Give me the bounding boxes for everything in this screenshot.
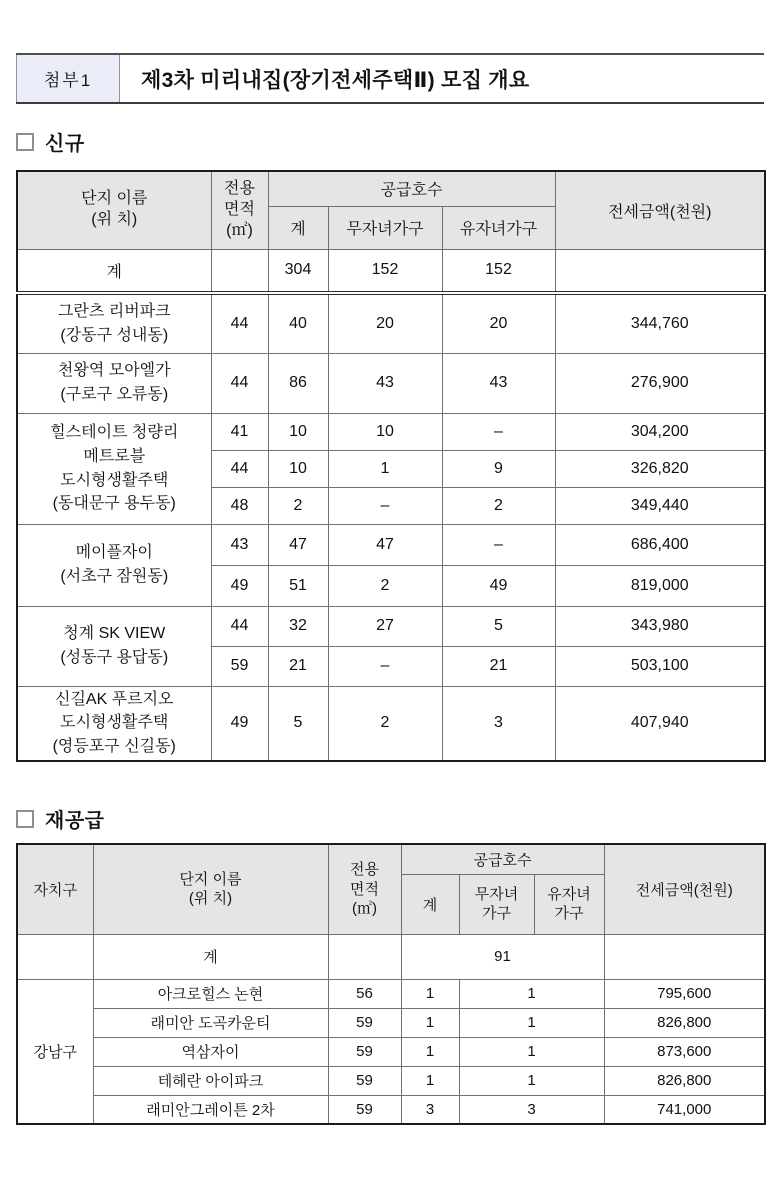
area-cell: 59 [328,1008,401,1037]
area-header-line-1: 전용 [224,180,255,198]
complex-name-cell [17,606,211,686]
new-table-row [17,686,765,761]
complex-name-cell [17,293,211,353]
complex-name-cell [17,413,211,524]
new-table-header-row-1 [17,171,765,206]
price-cell: 826,800 [604,1066,765,1095]
area-cell: 59 [211,646,268,686]
households-cell: 1 [459,979,604,1008]
complex-location-line: (성동구 용답동) [60,649,169,666]
with-child-cell: 5 [442,606,555,646]
price-header: 전세금액(천원) [555,171,765,249]
document-page [0,53,780,1179]
area-cell: 59 [328,1037,401,1066]
no-child-cell: 20 [328,293,442,353]
total-label-cell: 계 [93,934,328,979]
with-child-cell: 43 [442,353,555,413]
new-table-total-row [17,249,765,293]
no-child-header [459,874,534,934]
area-cell: 56 [328,979,401,1008]
total-cell: 21 [268,646,328,686]
new-table-row [17,606,765,646]
complex-name-cell: 래미안 도곡카운티 [93,1008,328,1037]
new-supply-table [16,170,766,762]
area-cell: 44 [211,353,268,413]
district-cell: 강남구 [17,979,93,1124]
supply-total-cell: 1 [401,1037,459,1066]
area-header-line-2: 면적 [350,880,379,898]
with-child-cell: 152 [442,249,555,293]
supply-total-cell: 1 [401,1066,459,1095]
no-child-header-line-1: 무자녀 [474,885,519,903]
total-cell: 5 [268,686,328,761]
total-cell: 47 [268,524,328,565]
new-table-header [17,171,765,249]
area-cell: 43 [211,524,268,565]
price-cell: 326,820 [555,450,765,487]
complex-location-header-line: (위 치) [91,211,138,229]
price-header: 전세금액(천원) [604,844,765,934]
supply-total-cell: 304 [268,249,328,293]
complex-name-cell [17,686,211,761]
section-heading-resupply [16,804,764,833]
empty-cell [17,934,93,979]
households-cell: 1 [459,1066,604,1095]
supply-total-cell: 3 [401,1095,459,1124]
supply-total-cell: 91 [401,934,604,979]
title-bar [16,53,764,104]
complex-name-line: 신길AK 푸르지오 [54,690,174,708]
section-heading-new-label: 신규 [45,133,85,155]
resupply-table [16,843,766,1125]
area-header-line-3: (㎡) [226,221,253,239]
supply-total-header: 계 [268,206,328,249]
complex-name-header-line: 단지 이름 [179,870,242,888]
area-cell: 44 [211,606,268,646]
supply-group-header: 공급호수 [401,844,604,874]
with-child-header-line-2: 가구 [554,905,584,922]
complex-name-line: 메이플자이 [75,544,153,562]
complex-location-line: (강동구 성내동) [60,326,169,344]
price-cell: 344,760 [555,293,765,353]
with-child-header: 유자녀가구 [442,206,555,249]
complex-name-line: 메트로블 [83,447,146,465]
complex-location-line: (구로구 오류동) [60,386,169,403]
price-cell: 826,800 [604,1008,765,1037]
complex-location-line: (영등포구 신길동) [52,738,176,755]
area-header [328,844,401,934]
no-child-cell: 47 [328,524,442,565]
with-child-cell: – [442,524,555,565]
complex-name-line: 힐스테이트 청량리 [50,424,179,442]
area-cell: 48 [211,487,268,524]
price-cell: 349,440 [555,487,765,524]
price-cell: 503,100 [555,646,765,686]
total-cell: 10 [268,450,328,487]
section-heading-resupply-label: 재공급 [45,810,105,832]
empty-cell [211,249,268,293]
complex-location-line: (서초구 잠원동) [60,568,169,585]
no-child-cell: 10 [328,413,442,450]
price-cell: 276,900 [555,353,765,413]
complex-name-cell [17,353,211,413]
no-child-cell: 43 [328,353,442,413]
no-child-cell: – [328,646,442,686]
price-cell: 686,400 [555,524,765,565]
area-header-line-2: 면적 [224,200,255,218]
section-square-icon [16,810,34,828]
complex-name-cell [17,524,211,606]
no-child-cell: 27 [328,606,442,646]
resupply-table-header [17,844,765,934]
complex-location-line: (동대문구 용두동) [52,495,176,513]
complex-name-cell: 테헤란 아이파크 [93,1066,328,1095]
complex-name-line: 그란츠 리버파크 [57,303,171,321]
with-child-header-line-1: 유자녀 [547,885,591,903]
area-header-line-3: (㎡) [352,900,377,917]
resupply-total-row [17,934,765,979]
price-cell: 873,600 [604,1037,765,1066]
area-header-line-1: 전용 [350,861,379,878]
resupply-table-row [17,1095,765,1124]
complex-name-cell: 아크로힐스 논현 [93,979,328,1008]
no-child-header-line-2: 가구 [482,905,511,922]
supply-total-header: 계 [401,874,459,934]
area-cell: 59 [328,1095,401,1124]
complex-name-line: 도시형생활주택 [60,714,169,732]
complex-name-header [17,171,211,249]
attachment-badge: 첨부1 [16,55,120,102]
price-cell: 304,200 [555,413,765,450]
resupply-table-body [17,934,765,1124]
area-cell: 49 [211,565,268,606]
with-child-header [534,874,604,934]
no-child-cell: 2 [328,686,442,761]
resupply-table-row [17,1037,765,1066]
households-cell: 3 [459,1095,604,1124]
complex-name-cell: 래미안그레이튼 2차 [93,1095,328,1124]
area-cell: 44 [211,450,268,487]
new-table-row [17,413,765,450]
no-child-cell: – [328,487,442,524]
section-square-icon [16,133,34,151]
price-cell: 819,000 [555,565,765,606]
supply-total-cell: 1 [401,1008,459,1037]
price-cell: 795,600 [604,979,765,1008]
resupply-header-row-1 [17,844,765,874]
with-child-cell: 3 [442,686,555,761]
new-table-row [17,353,765,413]
supply-total-cell: 1 [401,979,459,1008]
new-table-row [17,524,765,565]
with-child-cell: 2 [442,487,555,524]
price-cell: 741,000 [604,1095,765,1124]
complex-name-cell: 역삼자이 [93,1037,328,1066]
section-heading-new [16,127,764,156]
with-child-cell: 9 [442,450,555,487]
empty-cell [555,249,765,293]
complex-name-header [93,844,328,934]
resupply-table-row [17,1066,765,1095]
total-cell: 86 [268,353,328,413]
resupply-table-row [17,979,765,1008]
total-cell: 40 [268,293,328,353]
page-content [16,53,764,1125]
price-cell: 343,980 [555,606,765,646]
area-cell: 41 [211,413,268,450]
total-cell: 10 [268,413,328,450]
with-child-cell: 20 [442,293,555,353]
no-child-cell: 152 [328,249,442,293]
new-table-row [17,293,765,353]
empty-cell [328,934,401,979]
complex-name-header-line: 단지 이름 [81,190,148,208]
area-cell: 44 [211,293,268,353]
resupply-table-row [17,1008,765,1037]
with-child-cell: 21 [442,646,555,686]
with-child-cell: – [442,413,555,450]
area-cell: 59 [328,1066,401,1095]
supply-group-header: 공급호수 [268,171,555,206]
total-cell: 2 [268,487,328,524]
total-cell: 32 [268,606,328,646]
no-child-cell: 2 [328,565,442,606]
district-header: 자치구 [17,844,93,934]
with-child-cell: 49 [442,565,555,606]
households-cell: 1 [459,1037,604,1066]
complex-name-line: 도시형생활주택 [60,471,169,489]
total-label-cell: 계 [17,249,211,293]
new-table-body [17,249,765,761]
complex-name-line: 청계 SK VIEW [63,625,166,643]
households-cell: 1 [459,1008,604,1037]
empty-cell [604,934,765,979]
area-header [211,171,268,249]
price-cell: 407,940 [555,686,765,761]
area-cell: 49 [211,686,268,761]
complex-location-header-line: (위 치) [188,890,233,908]
document-title: 제3차 미리내집(장기전세주택Ⅱ) 모집 개요 [141,68,530,92]
no-child-cell: 1 [328,450,442,487]
total-cell: 51 [268,565,328,606]
no-child-header: 무자녀가구 [328,206,442,249]
complex-name-line: 천왕역 모아엘가 [57,362,171,380]
